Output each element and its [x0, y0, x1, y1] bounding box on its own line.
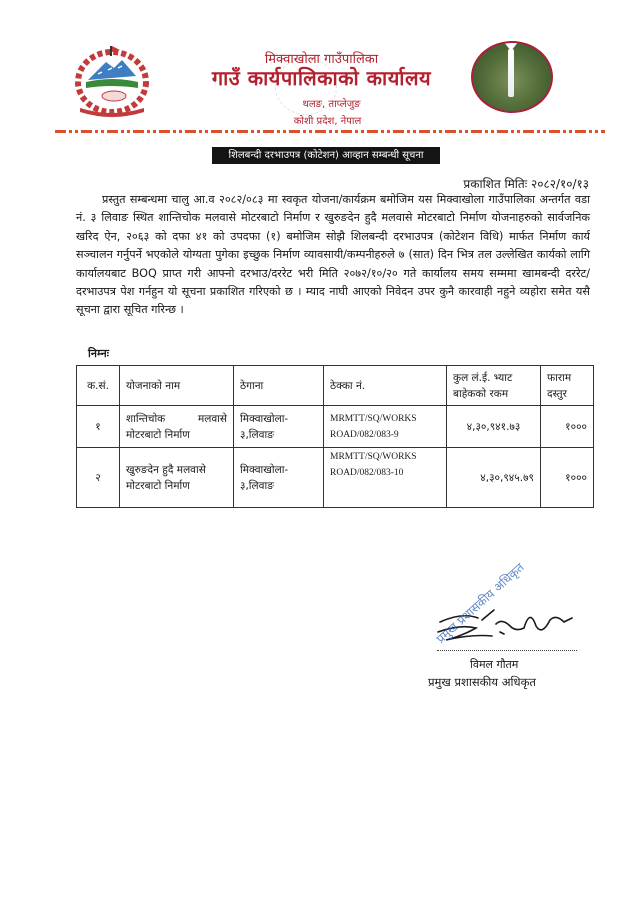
cell-address [234, 406, 324, 448]
contract-line2: ROAD/082/083-9 [330, 429, 399, 440]
address-line1: मिक्वाखोला- [240, 463, 289, 476]
contract-line2: ROAD/082/083-10 [330, 468, 404, 478]
office-province: कोशी प्रदेश, नेपाल [293, 116, 362, 127]
projects-table [76, 365, 594, 508]
project-name-line2: मोटरबाटो निर्माण [126, 479, 190, 492]
cell-form-fee: १००० [541, 406, 594, 448]
header-contract-no: ठेक्का नं. [324, 366, 447, 406]
project-name-line2: मोटरबाटो निर्माण [126, 428, 190, 441]
table-row [77, 448, 594, 508]
header-sn: क.सं. [77, 366, 120, 406]
address-line2: ३,लिवाङ [240, 479, 274, 492]
cell-address [234, 448, 324, 508]
official-stamp: प्रमुख प्रशासकीय अधिकृत [433, 560, 527, 647]
cell-project-name [120, 406, 234, 448]
cell-amount: ४,३०,९४५.७९ [447, 448, 541, 508]
table-row [77, 406, 594, 448]
published-date-value: २०८२/१०/१३ [530, 177, 589, 191]
cell-form-fee: १००० [541, 448, 594, 508]
notice-body: प्रस्तुत सम्बन्धमा चालु आ.व २०८२/०८३ मा स्वकृत योजना/कार्यक्रम बमोजिम यस मिक्वाखोला गाउँपालिका अन्तर्गत वडा नं. ३ लिवाङ स्थित शान्तिचोक मलवासे मोटरबाटो निर्माण र खुरुङदेन हुदै मलवासे मोटरबाटो निर्माण योजनाहरुको सार्वजनिक खरिद ऐन, २०६३ को दफा ४१ को उपदफा (१) बमोजिम सोझै शिलबन्दी दरभाउपत्र (कोटेशन विधि) मार्फत निर्माण कार्य सञ्चालन गर्नुपर्ने भएकोले योग्यता पुगेका इच्छुक निर्माण व्यावसायी/कम्पनीहरुले ७ (सात) दिन भित्र तल उल्लेखित कार्यको लागि कार्यालयबाट BOQ प्राप्त गरी आफ्नो दरभाउ/दररेट भरी मिति २०७२/१०/२० गते कार्यालय समय सम्ममा खामबन्दी दररेट/दरभाउपत्र पेश गर्नहुन यो सूचना प्रकाशित गरिएको छ । म्याद नाघी आएको निवेदन उपर कुनै कारवाही नहुने व्यहोरा समेत यसै सूचना द्वारा सूचित गरिन्छ । [76, 193, 590, 317]
header-address: ठेगाना [234, 366, 324, 406]
contract-line1: MRMTT/SQ/WORKS [330, 452, 417, 462]
header-divider [55, 130, 605, 133]
project-name-line1: खुरुङदेन हुदै मलवासे [126, 463, 206, 476]
office-location: थलङ, ताप्लेजुङ [302, 99, 361, 110]
address-line1: मिक्वाखोला- [240, 412, 289, 425]
cell-sn: २ [77, 448, 120, 508]
signer-name: विमल गौतम [470, 658, 519, 671]
header-project-name: योजनाको नाम [120, 366, 234, 406]
contract-line1: MRMTT/SQ/WORKS [330, 413, 417, 424]
header-amount: कुल लं.ई. भ्याट बाहेकको रकम [447, 366, 541, 406]
list-label: निम्नः [88, 347, 109, 360]
cell-amount: ४,३०,९४१.७३ [447, 406, 541, 448]
table-header-row [77, 366, 594, 406]
notice-title: शिलबन्दी दरभाउपत्र (कोटेशन) आव्हान सम्बन्धी सूचना [212, 147, 440, 164]
cell-project-name [120, 448, 234, 508]
municipality-name: मिक्वाखोला गाउँपालिका [264, 52, 379, 67]
waterfall-logo [471, 41, 553, 113]
header-form-fee: फाराम दस्तुर [541, 366, 594, 406]
cell-sn: १ [77, 406, 120, 448]
address-line2: ३,लिवाङ [240, 428, 274, 441]
signature-line [437, 650, 577, 651]
cell-contract-no [324, 406, 447, 448]
project-name-line1: शान्तिचोक मलवासे [126, 412, 227, 425]
signer-designation: प्रमुख प्रशासकीय अधिकृत [428, 675, 536, 689]
cell-contract-no [324, 448, 447, 508]
published-date-label: प्रकाशित मितिः [463, 177, 528, 191]
office-name: गाउँ कार्यपालिकाको कार्यालय [211, 66, 432, 90]
waterfall-icon [508, 49, 514, 97]
published-date [463, 175, 589, 192]
